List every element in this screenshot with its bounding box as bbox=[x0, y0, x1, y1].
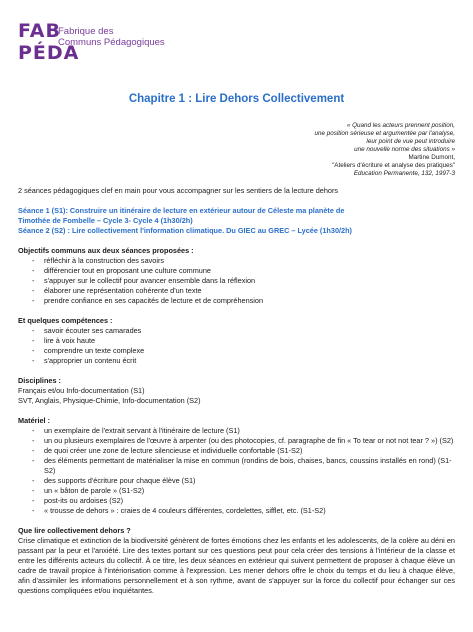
list-item: - s'approprier un contenu écrit bbox=[18, 356, 455, 366]
list-item: - différencier tout en proposant une culture commune bbox=[18, 266, 455, 276]
list-item: - des éléments permettant de matérialiser la mise en commun (rondins de bois, chaises, bancs, coussins installés en rond) (S1-S2) bbox=[18, 456, 455, 476]
logo-text-line1: Fabrique des bbox=[58, 26, 114, 37]
pourquoi-paragraph: Crise climatique et extinction de la biodiversité génèrent de fortes émotions chez les enfants et les adolescents, de la colère au déni en passant par la peur et l'anxiété. Lire des textes portant sur ces questions peut pour cela créer des tensions à l'intérieur de la classe et entre les différents acteurs du collectif. À ce titre, les deux séances en extérieur qui suivent permettent de proposer à chaque élève un cadre de travail propice à l'intériorisation comme à l'expression. Les mener dehors offre le choix du temps et du lieu à chaque élève, afin d'assimiler les informations personnellement et à son rythme, avant de s'appuyer sur la force du collectif pour échanger sur ces questions compliquées et/ou inquiétantes. bbox=[18, 536, 455, 595]
logo-mark-line1: FAB bbox=[18, 20, 61, 42]
list-item: - un exemplaire de l'extrait servant à l'itinéraire de lecture (S1) bbox=[18, 426, 455, 436]
epigraph-source-ref: Education Permanente, 132, 1997-3 bbox=[353, 170, 455, 177]
seance-1-title-line1: Séance 1 (S1): Construire un itinéraire de lecture en extérieur autour de Céleste ma planète de bbox=[18, 206, 345, 215]
seance-1-title-line2: Timothée de Fombelle – Cycle 3- Cycle 4 (1h30/2h) bbox=[18, 216, 193, 225]
logo-text-line2: Communs Pédagogiques bbox=[58, 37, 165, 48]
epigraph-line: une position sérieuse et argumentée par l'analyse, bbox=[314, 130, 455, 137]
list-item: - prendre confiance en ses capacités de lecture et de compréhension bbox=[18, 296, 455, 306]
epigraph-line: une nouvelle norme des situations » bbox=[354, 146, 455, 153]
epigraph bbox=[195, 122, 455, 178]
competences-heading: Et quelques compétences : bbox=[18, 316, 113, 325]
chapter-title: Chapitre 1 : Lire Dehors Collectivement bbox=[128, 93, 345, 105]
list-item: - élaborer une représentation cohérente d'un texte bbox=[18, 286, 455, 296]
list-item: - post-its ou ardoises (S2) bbox=[18, 496, 455, 506]
objectifs-list bbox=[18, 256, 455, 306]
seance-2-title: Séance 2 (S2) : Lire collectivement l'information climatique. Du GIEC au GREC – Lycée (1h30/2h) bbox=[18, 226, 352, 235]
materiel-heading: Matériel : bbox=[18, 416, 51, 425]
disciplines-line1: Français et/ou Info-documentation (S1) bbox=[18, 386, 145, 395]
pourquoi-heading: Que lire collectivement dehors ? bbox=[18, 526, 131, 535]
list-item: - un ou plusieurs exemplaires de l'œuvre à arpenter (ou des photocopies, cf. paragraphe de fin « To tear or not not tear ? ») (S2) bbox=[18, 436, 455, 446]
epigraph-line: leur point de vue peut introduire bbox=[366, 138, 455, 145]
competences-list bbox=[18, 326, 455, 366]
objectifs-heading: Objectifs communs aux deux séances proposées : bbox=[18, 246, 194, 255]
list-item: - lire à voix haute bbox=[18, 336, 455, 346]
disciplines-line2: SVT, Anglais, Physique-Chimie, Info-documentation (S2) bbox=[18, 396, 201, 405]
document-body bbox=[18, 186, 455, 596]
list-item: - des supports d'écriture pour chaque élève (S1) bbox=[18, 476, 455, 486]
disciplines-heading: Disciplines : bbox=[18, 376, 61, 385]
epigraph-author: Martine Dumont, bbox=[408, 154, 455, 161]
list-item: - réfléchir à la construction des savoirs bbox=[18, 256, 455, 266]
list-item: - s'appuyer sur le collectif pour avancer ensemble dans la réflexion bbox=[18, 276, 455, 286]
materiel-list bbox=[18, 426, 455, 516]
logo-text bbox=[58, 26, 165, 48]
logo bbox=[18, 20, 178, 80]
list-item: - savoir écouter ses camarades bbox=[18, 326, 455, 336]
epigraph-source: "Ateliers d'écriture et analyse des pratiques" bbox=[332, 162, 455, 169]
list-item: - de quoi créer une zone de lecture silencieuse et individuelle confortable (S1-S2) bbox=[18, 446, 455, 456]
logo-mark-line2: PÉDA bbox=[18, 42, 80, 64]
list-item: - « trousse de dehors » : craies de 4 couleurs différentes, cordelettes, sifflet, etc. (S1-S2) bbox=[18, 506, 455, 516]
intro-paragraph: 2 séances pédagogiques clef en main pour vous accompagner sur les sentiers de la lecture dehors bbox=[18, 186, 339, 195]
list-item: - comprendre un texte complexe bbox=[18, 346, 455, 356]
epigraph-line: « Quand les acteurs prennent position, bbox=[346, 122, 455, 129]
list-item: - un « bâton de parole » (S1-S2) bbox=[18, 486, 455, 496]
